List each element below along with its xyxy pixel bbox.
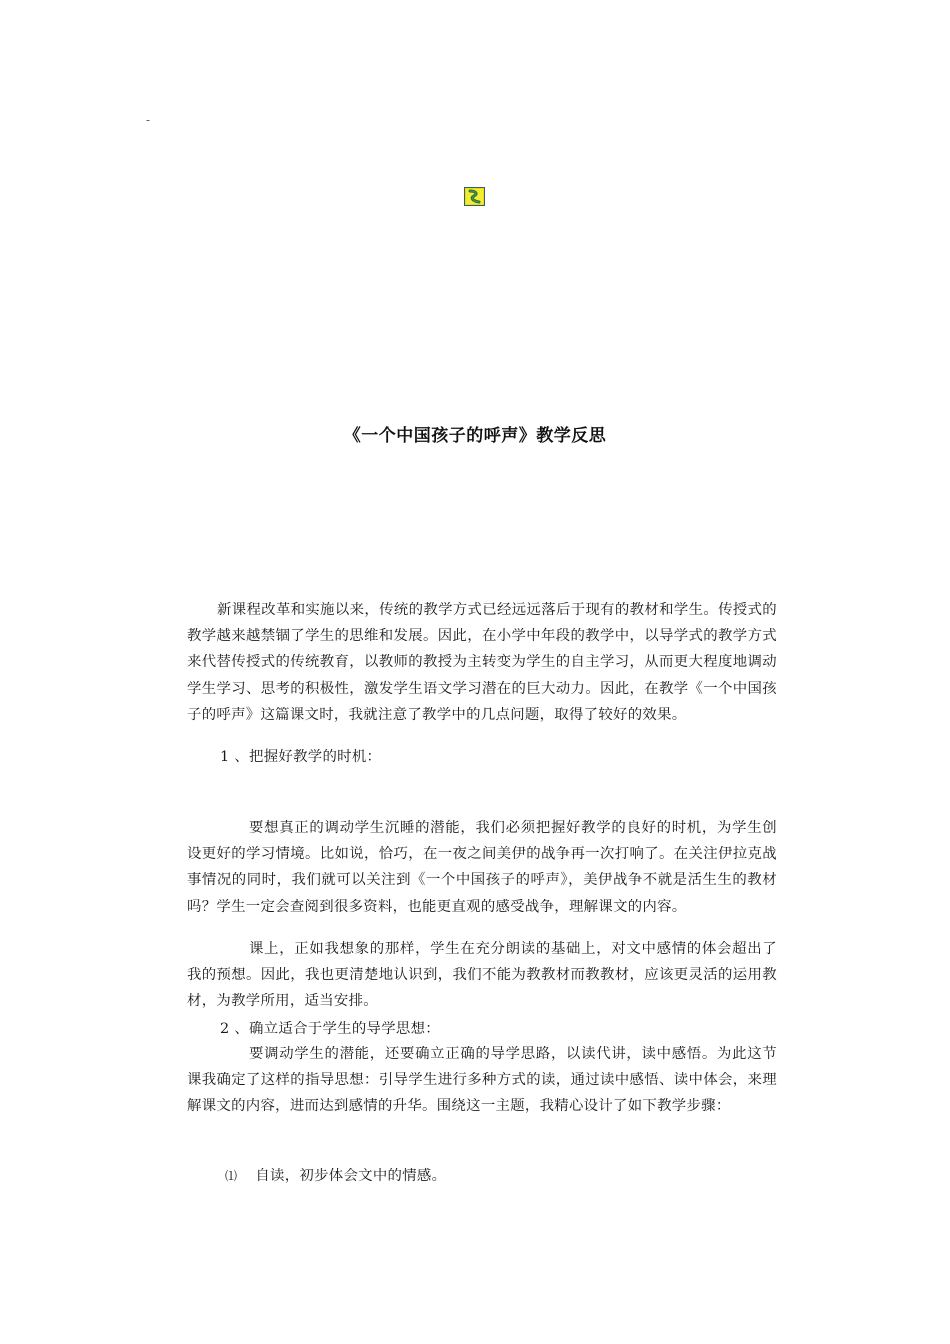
section-2-paragraph-1: 要调动学生的潜能，还要确立正确的导学思路，以读代讲，读中感悟。为此这节课我确定了这样的指导思想：引导学生进行多种方式的读，通过读中感悟、读中体会，来理解课文的内容，进而达到感情的升华。围绕这一主题，我精心设计了如下教学步骤：	[187, 1046, 777, 1115]
section-heading-2: 2 、确立适合于学生的导学思想：	[220, 1021, 440, 1037]
section-1-paragraph-1: 要想真正的调动学生沉睡的潜能，我们必须把握好教学的良好的时机，为学生创设更好的学习情境。比如说，恰巧，在一夜之间美伊的战争再一次打响了。在关注伊拉克战事情况的同时，我们就可以关注到《一个中国孩子的呼声》，美伊战争不就是活生生的教材吗？学生一定会查阅到很多资料，也能更直观的感受战争，理解课文的内容。	[187, 820, 777, 915]
step-text: 自读，初步体会文中的情感。	[255, 1168, 447, 1184]
document-title: 《一个中国孩子的呼声》教学反思	[343, 426, 607, 446]
step-number: ⑴	[225, 1169, 238, 1183]
section-heading-1: 1 、把握好教学的时机：	[220, 749, 382, 765]
step-list-item-1	[225, 1163, 446, 1189]
header-mark: -	[146, 113, 151, 127]
section-1-paragraph-2: 课上，正如我想象的那样，学生在充分朗读的基础上，对文中感情的体会超出了我的预想。因此，我也更清楚地认识到，我们不能为教教材而教教材，应该更灵活的运用教材，为教学所用，适当安排。	[187, 941, 777, 1010]
intro-paragraph: 新课程改革和实施以来，传统的教学方式已经远远落后于现有的教材和学生。传授式的教学越来越禁锢了学生的思维和发展。因此，在小学中年段的教学中，以导学式的教学方式来代替传授式的传统教育，以教师的教授为主转变为学生的自主学习，从而更大程度地调动学生学习、思考的积极性，激发学生语文学习潜在的巨大动力。因此，在教学《一个中国孩子的呼声》这篇课文时，我就注意了教学中的几点问题，取得了较好的效果。	[187, 602, 777, 723]
document-logo-icon	[464, 187, 485, 206]
